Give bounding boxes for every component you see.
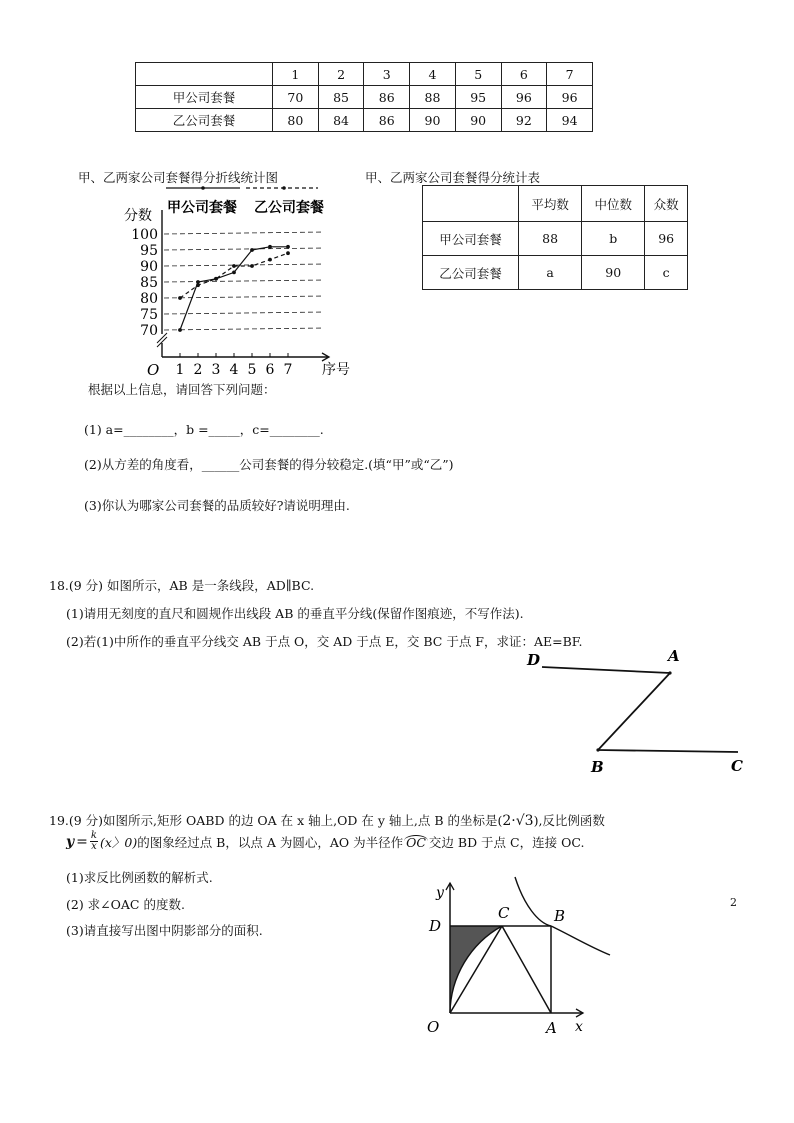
label-B: B [591,758,604,776]
stats-col-median: 中位数 [582,186,645,222]
table-cell: 90 [582,256,645,290]
table-row [136,86,593,109]
segment-AC [502,926,551,1013]
table-cell: 80 [273,109,319,132]
q19-part1: (1)求反比例函数的解析式. [66,870,213,885]
y-tick-label: 85 [140,275,158,291]
q19-title-a: 19.(9 分)如图所示,矩形 OABD 的边 OA 在 x 轴上,OD 在 y 轴上,点 B 的坐标是( [49,813,503,828]
y-axis-label: 分数 [124,208,152,224]
table-cell: 95 [455,86,501,109]
label-A: A [668,647,680,665]
func-y: y [66,833,75,850]
x-tick-label: 1 [175,362,185,378]
func-cond: (x〉0) [99,834,138,850]
label-y: y [436,885,444,901]
gridline [164,232,324,234]
score-table-col: 1 [273,63,319,86]
table-cell: 94 [547,109,593,132]
table-cell: 88 [519,222,582,256]
data-point-yi [232,264,236,268]
data-point-jia [232,271,236,275]
score-table-col: 2 [318,63,364,86]
table-cell: 96 [645,222,688,256]
legend-label-yi: 乙公司套餐 [254,200,324,216]
score-table-col: 6 [501,63,547,86]
data-point-yi [250,264,254,268]
data-point-yi [196,283,200,287]
score-table-corner [136,63,273,86]
table-cell: 90 [410,109,456,132]
func-fraction [90,831,98,852]
arc-OC: OC [406,834,426,850]
label-A: A [546,1019,557,1037]
y-tick-label: 80 [140,291,158,307]
data-point-jia [250,248,254,252]
q19-title-b: ),反比例函数 [533,813,605,828]
gridline [164,328,324,330]
q17-intro: 根据以上信息，请回答下列问题： [88,382,276,397]
data-point-jia [178,328,182,332]
table-cell: 92 [501,109,547,132]
table-cell: 85 [318,86,364,109]
func-eq: = [76,833,88,850]
x-tick-label: 6 [265,362,275,378]
data-point-yi [214,277,218,281]
q19-part3: (3)请直接写出图中阴影部分的面积. [66,923,263,938]
q19-coord: 2·√3 [502,813,534,829]
q18-figure [520,645,750,780]
label-C: C [731,757,743,775]
y-tick-label: 100 [131,227,158,243]
data-point-yi [268,258,272,262]
table-cell: 96 [547,86,593,109]
row-label: 甲公司套餐 [423,222,519,256]
gridline [164,296,324,298]
table-row [423,256,688,290]
stats-col-mean: 平均数 [519,186,582,222]
x-tick-label: 3 [211,362,221,378]
data-point-jia [286,245,290,249]
y-tick-label: 70 [140,323,158,339]
score-table-col: 5 [455,63,501,86]
stats-col-mode: 众数 [645,186,688,222]
legend-label-jia: 甲公司套餐 [167,200,237,216]
score-table-header [136,63,593,86]
segment-DA [542,667,670,673]
label-O: O [427,1018,440,1036]
table-row [423,222,688,256]
label-x: x [575,1019,583,1035]
segment-AB [598,673,670,750]
chart-caption: 甲、乙两家公司套餐得分折线统计图 [78,170,279,185]
label-B: B [554,907,566,925]
x-tick-label: 7 [283,362,293,378]
score-table-col: 7 [547,63,593,86]
table-cell: 96 [501,86,547,109]
point-B [596,748,599,751]
q18-part2: (2)若(1)中所作的垂直平分线交 AB 于点 O，交 AD 于点 E，交 BC 于点 F，求证：AE=BF. [66,634,583,649]
table-cell: b [582,222,645,256]
label-C: C [498,904,510,922]
q17-part2: (2)从方差的角度看，______公司套餐的得分较稳定.(填“甲”或“乙”) [84,457,454,472]
data-point-yi [178,296,182,300]
x-tick-label: 5 [247,362,257,378]
table-cell: 86 [364,86,410,109]
legend-marker-yi [282,186,286,190]
func-x: x [91,841,97,852]
table-cell: 88 [410,86,456,109]
x-tick-label: 4 [229,362,239,378]
table-row [136,109,593,132]
q17-part1: (1) a=________，b =_____，c=________. [84,422,324,437]
gridline [164,248,324,250]
y-tick-label: 90 [140,259,158,275]
x-tick-label: 2 [193,362,203,378]
row-label: 乙公司套餐 [136,109,273,132]
q18-title: 18.(9 分) 如图所示，AB 是一条线段，AD∥BC. [49,578,315,593]
gridline [164,312,324,314]
score-table-col: 3 [364,63,410,86]
segment-BC [598,750,738,752]
page-number: 2 [730,896,737,909]
data-point-jia [268,245,272,249]
line-chart [110,182,360,380]
row-label: 乙公司套餐 [423,256,519,290]
label-D: D [429,917,442,935]
q19-part2: (2) 求∠OAC 的度数. [66,897,185,912]
q18-part1: (1)请用无刻度的直尺和圆规作出线段 AB 的垂直平分线(保留作图痕迹，不写作法). [66,606,524,621]
x-axis-label: 序号 [322,362,350,378]
q19-figure [420,875,620,1045]
table-cell: 86 [364,109,410,132]
gridline [164,280,324,282]
q19-line2-text: 的图象经过点 B，以点 A 为圆心，AO 为半径作 [137,834,404,850]
q19-line2 [66,831,584,852]
q19-line2b: 交边 BD 于点 C，连接 OC. [428,834,585,850]
label-D: D [527,651,541,669]
y-tick-label: 75 [140,307,158,323]
stats-table-corner [423,186,519,222]
origin-label: O [147,361,160,379]
y-tick-label: 95 [140,243,158,259]
func-k: k [90,830,97,841]
point-A [668,671,671,674]
table-cell: 70 [273,86,319,109]
table-cell: c [645,256,688,290]
table-cell: a [519,256,582,290]
stats-table-header [423,186,688,222]
table-cell: 90 [455,109,501,132]
q17-part3: (3)你认为哪家公司套餐的品质较好?请说明理由. [84,498,350,513]
row-label: 甲公司套餐 [136,86,273,109]
score-table [135,62,593,132]
legend-marker-jia [201,186,205,190]
stats-table [422,185,688,290]
table-cell: 84 [318,109,364,132]
stats-table-caption: 甲、乙两家公司套餐得分统计表 [365,170,541,185]
q19-title [49,811,605,829]
data-point-yi [286,251,290,255]
score-table-col: 4 [410,63,456,86]
